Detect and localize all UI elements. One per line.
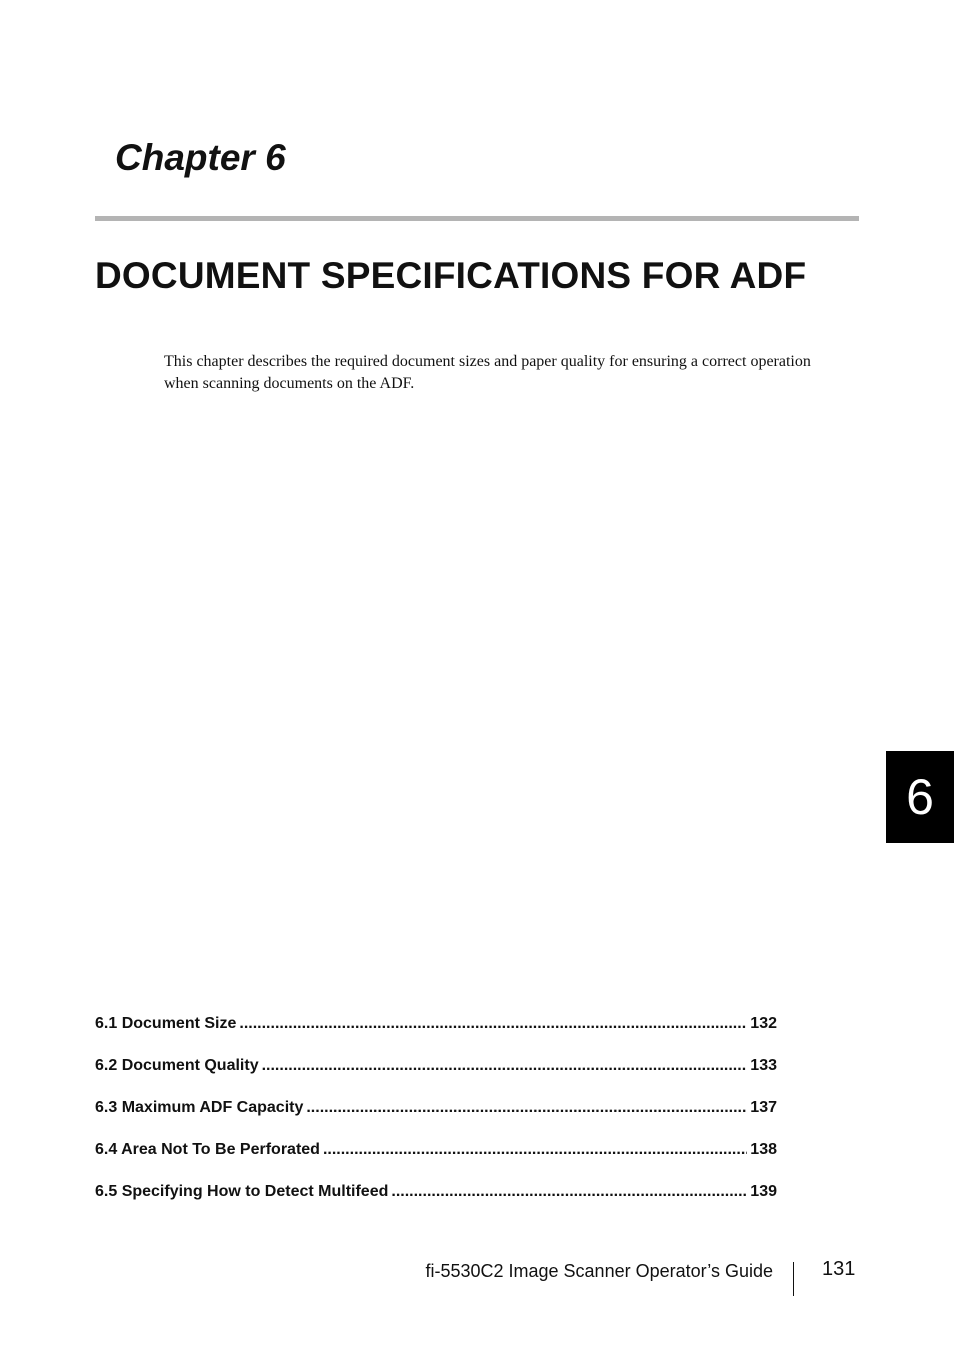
toc-entry-page: 137 — [750, 1099, 777, 1116]
toc-dot-leader — [262, 1054, 748, 1078]
toc-entry-maximum-adf-capacity[interactable] — [95, 1096, 777, 1138]
toc-entry-area-not-to-be-perforated[interactable] — [95, 1138, 777, 1180]
toc-entry-page: 133 — [750, 1057, 777, 1074]
toc-entry-title: 6.4 Area Not To Be Perforated — [95, 1141, 320, 1158]
toc-entry-title: 6.5 Specifying How to Detect Multifeed — [95, 1183, 389, 1200]
toc-entry-document-size[interactable] — [95, 1012, 777, 1054]
intro-paragraph: This chapter describes the required document sizes and paper quality for ensuring a correct operation when scanning documents on the ADF. — [164, 353, 811, 392]
toc-dot-leader — [391, 1180, 747, 1204]
toc-entry-page: 138 — [750, 1141, 777, 1158]
toc-entry-detect-multifeed[interactable] — [95, 1180, 777, 1222]
chapter-divider — [95, 216, 859, 221]
toc-entry-title: 6.2 Document Quality — [95, 1057, 259, 1074]
chapter-tab: 6 — [886, 751, 954, 843]
toc-entry-page: 139 — [750, 1183, 777, 1200]
toc-entry-page: 132 — [750, 1015, 777, 1032]
page-title: DOCUMENT SPECIFICATIONS FOR ADF — [95, 255, 807, 296]
toc-entry-document-quality[interactable] — [95, 1054, 777, 1096]
toc-dot-leader — [239, 1012, 747, 1036]
toc-dot-leader — [323, 1138, 747, 1162]
table-of-contents — [95, 1012, 777, 1222]
toc-dot-leader — [306, 1096, 747, 1120]
toc-entry-title: 6.1 Document Size — [95, 1015, 237, 1032]
toc-entry-title: 6.3 Maximum ADF Capacity — [95, 1099, 304, 1116]
footer-page-number: 131 — [822, 1258, 856, 1280]
footer-divider — [793, 1262, 794, 1296]
chapter-label: Chapter 6 — [115, 137, 286, 178]
footer-guide-title: fi-5530C2 Image Scanner Operator’s Guide — [425, 1261, 773, 1281]
